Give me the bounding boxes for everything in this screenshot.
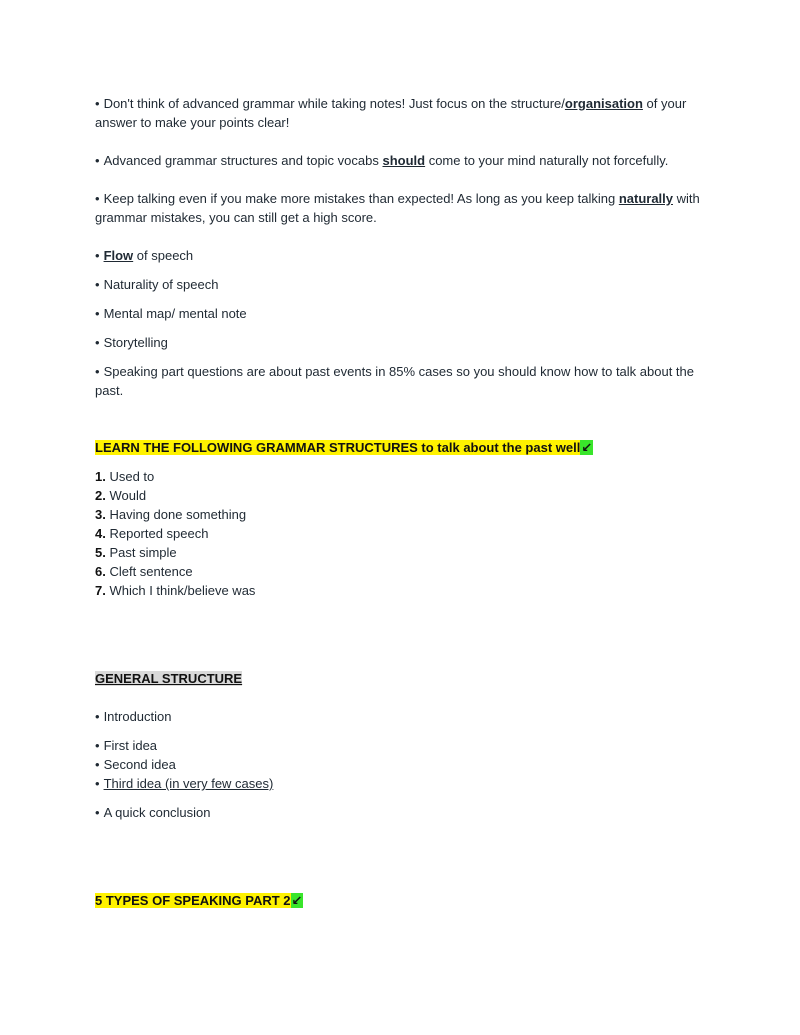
bullet-mental-map: • Mental map/ mental note bbox=[95, 306, 247, 321]
bullet-icon: • bbox=[95, 306, 100, 321]
structure-ideas bbox=[95, 736, 710, 793]
list-item: 1. Used to bbox=[95, 469, 155, 484]
grammar-heading-text: LEARN THE FOLLOWING GRAMMAR STRUCTURES to talk about the past well bbox=[95, 440, 581, 455]
tip-vocab: • Advanced grammar structures and topic vocabs should come to your mind naturally not forcefully. bbox=[95, 153, 669, 168]
types-heading-text: 5 TYPES OF SPEAKING PART 2 bbox=[95, 893, 291, 908]
bullet-icon: • bbox=[95, 738, 100, 753]
bullet-naturality: • Naturality of speech bbox=[95, 277, 219, 292]
bullet-flow: • Flow of speech bbox=[95, 248, 194, 263]
list-item: 6. Cleft sentence bbox=[95, 564, 193, 579]
bullet-icon: • bbox=[95, 776, 100, 791]
emphasis-naturally: naturally bbox=[618, 191, 673, 206]
bullet-icon: • bbox=[95, 248, 100, 263]
bullet-icon: • bbox=[95, 335, 100, 350]
tip-keep-talking: • Keep talking even if you make more mistakes than expected! As long as you keep talking naturally with grammar mistakes, you can still get a high score. bbox=[95, 191, 700, 225]
document-body bbox=[95, 94, 710, 910]
third-idea-underlined: Third idea (in very few cases) bbox=[103, 776, 274, 791]
emphasis-flow: Flow bbox=[103, 248, 134, 263]
emphasis-organisation: organisation bbox=[564, 96, 643, 111]
bullet-storytelling: • Storytelling bbox=[95, 335, 168, 350]
bullet-icon: • bbox=[95, 277, 100, 292]
structure-heading: GENERAL STRUCTURE bbox=[95, 671, 243, 686]
list-item: 2. Would bbox=[95, 488, 147, 503]
bullet-icon: • bbox=[95, 191, 100, 206]
arrow-down-left-icon: ↙ bbox=[581, 440, 593, 455]
bullet-icon: • bbox=[95, 153, 100, 168]
structure-intro: • Introduction bbox=[95, 709, 172, 724]
bullet-past-events: • Speaking part questions are about past events in 85% cases so you should know how to talk about the past. bbox=[95, 364, 694, 398]
list-item: 7. Which I think/believe was bbox=[95, 583, 256, 598]
grammar-list bbox=[95, 467, 710, 600]
list-item: 4. Reported speech bbox=[95, 526, 209, 541]
list-item bbox=[95, 774, 710, 793]
bullet-icon: • bbox=[95, 709, 100, 724]
grammar-heading bbox=[95, 438, 710, 457]
list-item: • First idea bbox=[95, 738, 158, 753]
bullet-icon: • bbox=[95, 757, 100, 772]
list-item: • Second idea bbox=[95, 757, 176, 772]
arrow-down-left-icon: ↙ bbox=[291, 893, 303, 908]
list-item: 3. Having done something bbox=[95, 507, 247, 522]
bullet-icon: • bbox=[95, 96, 100, 111]
list-item: 5. Past simple bbox=[95, 545, 177, 560]
structure-conclusion: • A quick conclusion bbox=[95, 805, 211, 820]
types-heading bbox=[95, 891, 710, 910]
emphasis-should: should bbox=[382, 153, 426, 168]
bullet-icon: • bbox=[95, 364, 100, 379]
tip-notes: • Don't think of advanced grammar while taking notes! Just focus on the structure/organisation of your answer to make your points clear! bbox=[95, 96, 687, 130]
bullet-icon: • bbox=[95, 805, 100, 820]
